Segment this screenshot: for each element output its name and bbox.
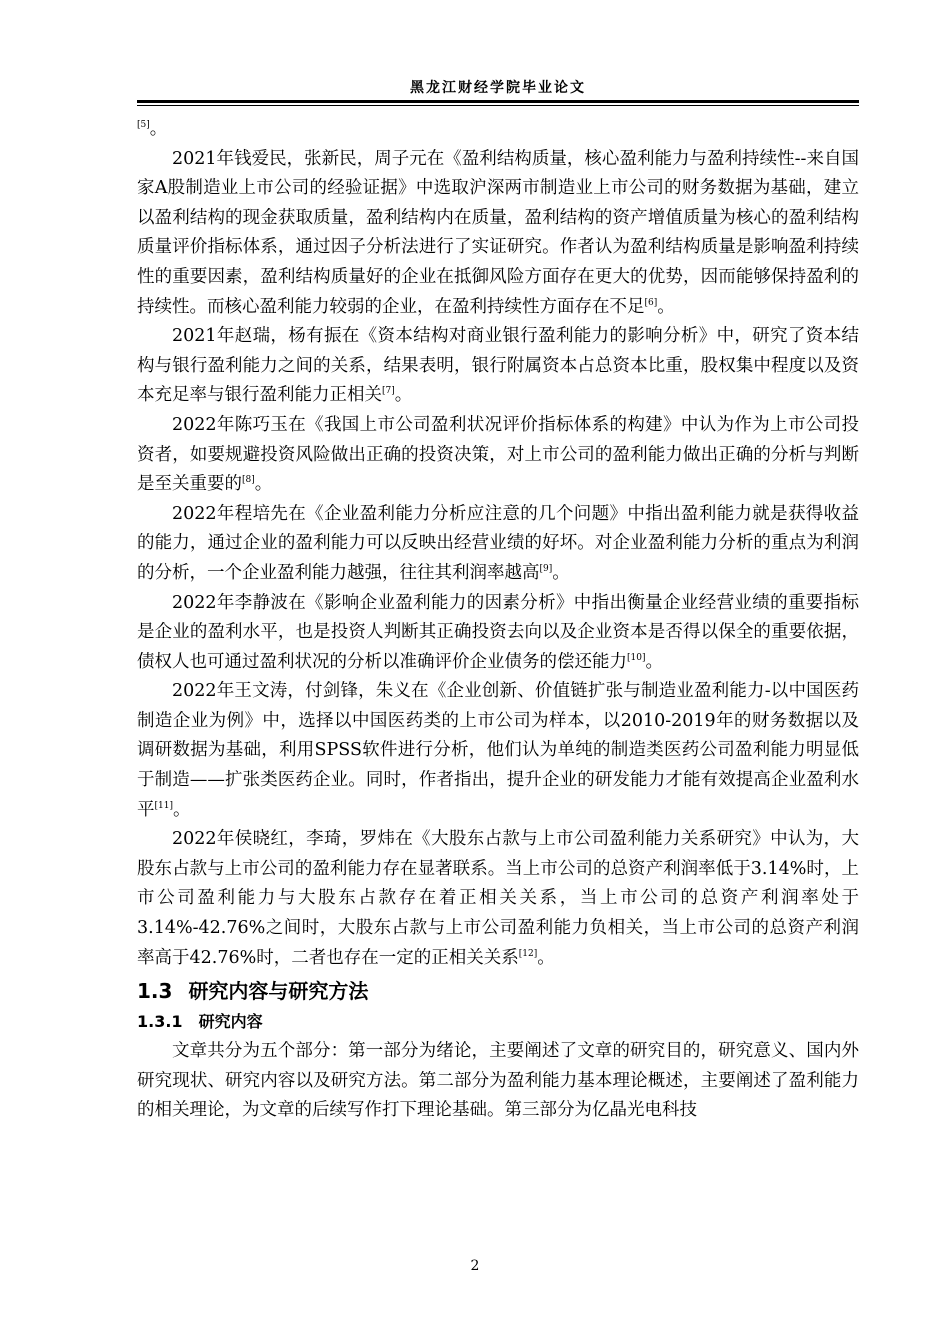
- intro-fragment: [137, 115, 859, 145]
- paragraph-end: 。: [172, 799, 191, 820]
- paragraph-end: 。: [537, 947, 555, 968]
- paragraph-text: 2021年钱爱民，张新民，周子元在《盈利结构质量，核心盈利能力与盈利持续性--来自国家A股制造业上市公司的经验证据》中选取沪深两市制造业上市公司的财务数据为基础，建立以盈利结构的现金获取质量，盈利结构内在质量，盈利结构的资产增值质量为核心的盈利结构质量评价指标体系，通过因子分析法进行了实证研究。作者认为盈利结构质量是影响盈利持续性的重要因素，盈利结构质量好的企业在抵御风险方面存在更大的优势，因而能够保持盈利的持续性。而核心盈利能力较弱的企业，在盈利持续性方面存在不足: [137, 148, 859, 317]
- paragraph-2: [137, 322, 859, 411]
- citation: [7]: [382, 386, 395, 397]
- paragraph-3: [137, 411, 859, 500]
- page-number: 2: [470, 1258, 480, 1274]
- paragraph-text: 2022年陈巧玉在《我国上市公司盈利状况评价指标体系的构建》中认为作为上市公司投资者，如要规避投资风险做出正确的投资决策，对上市公司的盈利能力做出正确的分析与判断是至关重要的: [137, 414, 859, 495]
- paragraph-end: 。: [254, 474, 273, 495]
- subsection-heading: [137, 1007, 859, 1037]
- paragraph-end: 。: [645, 651, 663, 672]
- paragraph-5: [137, 589, 859, 678]
- paragraph-text: 2022年程培先在《企业盈利能力分析应注意的几个问题》中指出盈利能力就是获得收益的能力，通过企业的盈利能力可以反映出经营业绩的好坏。对企业盈利能力分析的重点为利润的分析，一个企业盈利能力越强，往往其利润率越高: [137, 503, 859, 583]
- subsection-title: 研究内容: [198, 1012, 263, 1032]
- paragraph-6: [137, 677, 859, 825]
- section-title: 研究内容与研究方法: [188, 979, 369, 1004]
- paragraph-7: [137, 825, 859, 973]
- paragraph-1: [137, 145, 859, 323]
- citation: [10]: [627, 652, 646, 663]
- section-heading: [137, 975, 859, 1007]
- fragment-end: 。: [149, 119, 168, 139]
- citation: [11]: [154, 800, 173, 811]
- paragraph-text: 2022年李静波在《影响企业盈利能力的因素分析》中指出衡量企业经营业绩的重要指标是企业的盈利水平，也是投资人判断其正确投资去向以及企业资本是否得以保全的重要依据，债权人也可通过盈利状况的分析以准确评价企业债务的偿还能力: [137, 592, 859, 672]
- header-rule-thin: [137, 105, 859, 106]
- paragraph-end: 。: [394, 385, 413, 406]
- paragraph-4: [137, 500, 859, 589]
- final-paragraph: 文章共分为五个部分：第一部分为绪论，主要阐述了文章的研究目的，研究意义、国内外研究现状、研究内容以及研究方法。第二部分为盈利能力基本理论概述，主要阐述了盈利能力的相关理论，为文章的后续写作打下理论基础。第三部分为亿晶光电科技: [137, 1041, 859, 1121]
- header-title: 黑龙江财经学院毕业论文: [410, 80, 586, 96]
- paragraph-end: 。: [552, 562, 570, 583]
- citation: [5]: [137, 120, 150, 130]
- paragraph-end: 。: [657, 296, 675, 317]
- header-rule-thick: [137, 100, 859, 103]
- citation: [9]: [539, 563, 553, 574]
- page-header: [137, 78, 859, 106]
- section-number: 1.3: [137, 979, 173, 1004]
- paragraph-text: 2022年王文涛，付剑锋，朱义在《企业创新、价值链扩张与制造业盈利能力-以中国医药制造企业为例》中，选择以中国医药类的上市公司为样本，以2010-2019年的财务数据以及调研数据为基础，利用SPSS软件进行分析，他们认为单纯的制造类医药公司盈利能力明显低于制造——扩张类医药企业。同时，作者指出，提升企业的研发能力才能有效提高企业盈利水平: [137, 681, 859, 820]
- subsection-number: 1.3.1: [137, 1012, 183, 1032]
- paragraph-text: 2022年侯晓红，李琦，罗炜在《大股东占款与上市公司盈利能力关系研究》中认为，大股东占款与上市公司的盈利能力存在显著联系。当上市公司的总资产利润率低于3.14%时，上市公司盈利能力与大股东占款存在着正相关关系，当上市公司的总资产利润率处于3.14%-42.76%之间时，大股东占款与上市公司盈利能力负相关，当上市公司的总资产利润率高于42.76%时，二者也存在一定的正相关关系: [137, 829, 859, 968]
- citation: [6]: [644, 297, 658, 308]
- citation: [12]: [518, 948, 538, 959]
- paragraph-text: 2021年赵瑞，杨有振在《资本结构对商业银行盈利能力的影响分析》中，研究了资本结构与银行盈利能力之间的关系，结果表明，银行附属资本占总资本比重，股权集中程度以及资本充足率与银行盈利能力正相关: [137, 326, 859, 406]
- body-text: [137, 115, 859, 1126]
- citation: [8]: [242, 475, 255, 486]
